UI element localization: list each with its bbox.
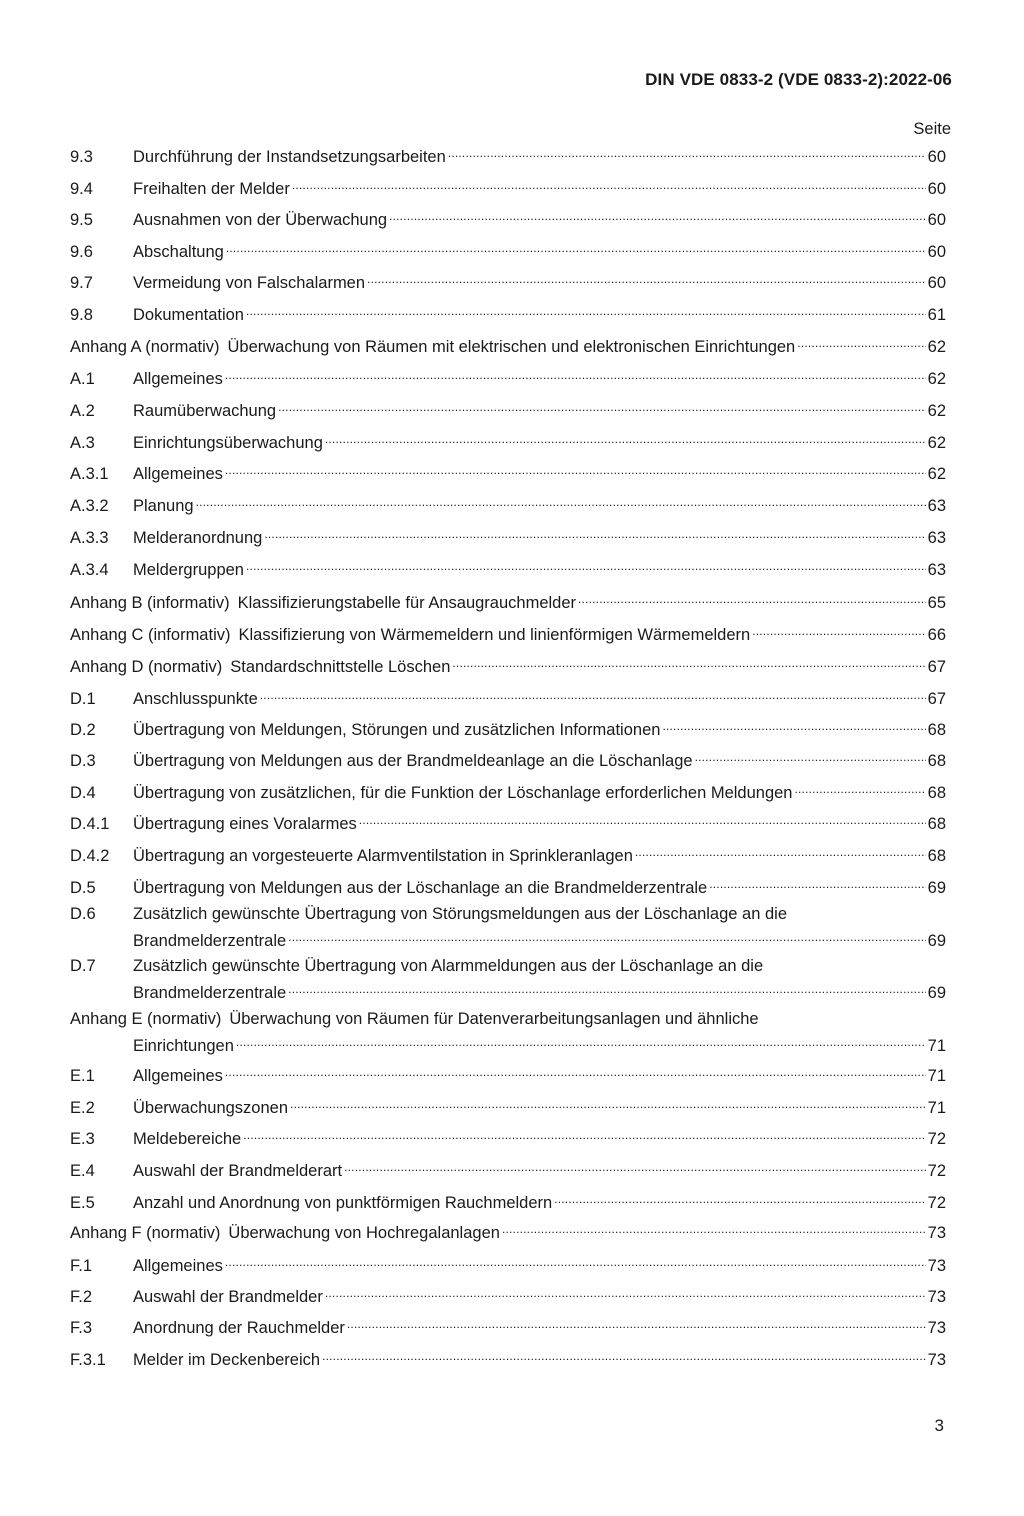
toc-entry-title-wrap bbox=[133, 714, 928, 741]
toc-entry-title-wrap bbox=[133, 840, 928, 867]
toc-entry-title: Übertragung an vorgesteuerte Alarmventilstation in Sprinkleranlagen bbox=[133, 847, 633, 865]
toc-entry-title: Zusätzlich gewünschte Übertragung von Alarmmeldungen aus der Löschanlage an die bbox=[133, 957, 764, 975]
dot-leader bbox=[236, 1030, 926, 1053]
toc-entry[interactable] bbox=[70, 1008, 946, 1057]
toc-entry[interactable] bbox=[70, 1155, 946, 1182]
toc-entry[interactable] bbox=[70, 619, 946, 646]
toc-entry-title-wrap bbox=[133, 299, 928, 326]
toc-entry[interactable] bbox=[70, 458, 946, 485]
toc-entry-page: 71 bbox=[927, 1037, 946, 1055]
toc-entry[interactable] bbox=[70, 236, 946, 263]
toc-entry[interactable] bbox=[70, 872, 946, 899]
toc-entry-title: Abschaltung bbox=[133, 243, 224, 261]
toc-entry-title-wrap bbox=[133, 173, 928, 200]
toc-entry-page: 62 bbox=[927, 338, 946, 356]
dot-leader bbox=[752, 619, 925, 642]
toc-entry-title-wrap bbox=[133, 872, 928, 899]
toc-entry-page: 68 bbox=[927, 815, 946, 833]
toc-entry-number: A.3.4 bbox=[70, 561, 109, 579]
toc-entry-page: 68 bbox=[927, 847, 946, 865]
toc-entry-number: E.5 bbox=[70, 1194, 95, 1212]
toc-entry-title: Auswahl der Brandmelder bbox=[133, 1288, 323, 1306]
toc-entry[interactable] bbox=[70, 777, 946, 804]
toc-entry-title: Einrichtungsüberwachung bbox=[133, 434, 323, 452]
toc-entry-page: 62 bbox=[927, 465, 946, 483]
toc-entry-title: Übertragung von Meldungen aus der Brandmeldeanlage an die Löschanlage bbox=[133, 752, 693, 770]
toc-entry-title-wrap bbox=[133, 522, 928, 549]
toc-entry-title: Überwachung von Hochregalanlagen bbox=[228, 1224, 500, 1242]
toc-entry-title-wrap bbox=[133, 236, 928, 263]
toc-entry-title-wrap bbox=[133, 1250, 928, 1277]
toc-entry-page: 69 bbox=[927, 932, 946, 950]
toc-entry-number: D.3 bbox=[70, 752, 96, 770]
toc-entry-title: Übertragung eines Voralarmes bbox=[133, 815, 357, 833]
toc-entry-number: E.2 bbox=[70, 1099, 95, 1117]
toc-entry-title-wrap bbox=[133, 1281, 928, 1308]
dot-leader bbox=[225, 1060, 926, 1083]
toc-entry-number: Anhang E (normativ) bbox=[70, 1010, 222, 1028]
toc-entry-page: 61 bbox=[927, 306, 946, 324]
toc-entry-title: Melderanordnung bbox=[133, 529, 263, 547]
toc-entry-title-wrap bbox=[228, 331, 928, 358]
toc-entry[interactable] bbox=[70, 903, 946, 952]
toc-entry-number: Anhang A (normativ) bbox=[70, 338, 220, 356]
toc-entry-title-wrap bbox=[133, 745, 928, 772]
toc-entry-title-wrap bbox=[133, 1344, 928, 1371]
toc-entry-title: Meldergruppen bbox=[133, 561, 244, 579]
toc-entry-number: 9.5 bbox=[70, 211, 93, 229]
dot-leader bbox=[344, 1155, 926, 1178]
toc-entry-title-wrap bbox=[238, 619, 927, 646]
dot-leader bbox=[448, 141, 926, 164]
toc-entry-title: Freihalten der Melder bbox=[133, 180, 290, 198]
toc-entry-title-wrap bbox=[133, 683, 928, 710]
toc-entry-number: Anhang F (normativ) bbox=[70, 1224, 221, 1242]
toc-entry-number: D.4 bbox=[70, 784, 96, 802]
toc-entry-page: 67 bbox=[927, 658, 946, 676]
toc-entry[interactable] bbox=[70, 651, 946, 678]
toc-entry-page: 71 bbox=[927, 1099, 946, 1117]
toc-entry-title: Übertragung von Meldungen aus der Löschanlage an die Brandmelderzentrale bbox=[133, 879, 708, 897]
toc-entry-page: 60 bbox=[927, 243, 946, 261]
toc-entry-page: 69 bbox=[927, 879, 946, 897]
toc-entry-number: D.6 bbox=[70, 905, 96, 923]
toc-entry-page: 73 bbox=[927, 1257, 946, 1275]
toc-entry-page: 66 bbox=[927, 626, 946, 644]
toc-entry-number: E.4 bbox=[70, 1162, 95, 1180]
toc-entry-page: 62 bbox=[927, 434, 946, 452]
page-number: 3 bbox=[934, 1416, 944, 1435]
toc-entry-page: 67 bbox=[927, 690, 946, 708]
toc-entry[interactable] bbox=[70, 808, 946, 835]
toc-entry-title-wrap bbox=[133, 808, 928, 835]
toc-entry-title-continued: Brandmelderzentrale bbox=[133, 932, 287, 950]
toc-entry[interactable] bbox=[70, 299, 946, 326]
toc-entry-title-wrap bbox=[133, 427, 928, 454]
dot-leader bbox=[264, 522, 925, 545]
toc-entry-number: 9.3 bbox=[70, 148, 93, 166]
dot-leader bbox=[325, 427, 926, 450]
toc-entry-page: 68 bbox=[927, 721, 946, 739]
toc-entry-title-wrap bbox=[228, 1217, 927, 1244]
page-column-label: Seite bbox=[913, 120, 951, 138]
toc-entry-title-wrap bbox=[133, 395, 928, 422]
toc-entry-title: Durchführung der Instandsetzungsarbeiten bbox=[133, 148, 446, 166]
toc-entry-page: 60 bbox=[927, 180, 946, 198]
toc-entry[interactable] bbox=[70, 745, 946, 772]
toc-entry-number: A.3.2 bbox=[70, 497, 109, 515]
dot-leader bbox=[695, 745, 926, 768]
toc-entry-page: 60 bbox=[927, 274, 946, 292]
toc-entry-title: Raumüberwachung bbox=[133, 402, 277, 420]
dot-leader bbox=[196, 490, 926, 513]
toc-entry-title: Überwachung von Räumen für Datenverarbeitungsanlagen und ähnliche bbox=[229, 1010, 759, 1028]
dot-leader bbox=[367, 267, 926, 290]
toc-entry-number: D.4.2 bbox=[70, 847, 110, 865]
dot-leader bbox=[225, 363, 926, 386]
toc-entry[interactable] bbox=[70, 554, 946, 581]
toc-entry-number: Anhang B (informativ) bbox=[70, 594, 230, 612]
toc-entry-line bbox=[70, 925, 946, 952]
toc-entry-title-wrap bbox=[133, 1030, 928, 1057]
toc-entry-line bbox=[70, 955, 946, 977]
toc-entry[interactable] bbox=[70, 714, 946, 741]
toc-entry-page: 63 bbox=[927, 497, 946, 515]
toc-entry-title: Allgemeines bbox=[133, 465, 223, 483]
toc-entry-number: D.4.1 bbox=[70, 815, 110, 833]
toc-entry[interactable] bbox=[70, 204, 946, 231]
toc-entry-title: Allgemeines bbox=[133, 370, 223, 388]
dot-leader bbox=[635, 840, 926, 863]
document-header: DIN VDE 0833-2 (VDE 0833-2):2022-06 bbox=[645, 70, 952, 89]
toc-entry-title-wrap bbox=[133, 554, 928, 581]
dot-leader bbox=[578, 587, 926, 610]
dot-leader bbox=[389, 204, 926, 227]
toc-entry-page: 73 bbox=[927, 1351, 946, 1369]
toc-entry[interactable] bbox=[70, 1092, 946, 1119]
toc-entry-title-wrap bbox=[238, 587, 928, 614]
toc-entry-title: Vermeidung von Falschalarmen bbox=[133, 274, 366, 292]
toc-entry-title-wrap bbox=[133, 267, 928, 294]
toc-entry-page: 63 bbox=[927, 561, 946, 579]
toc-entry-title: Klassifizierung von Wärmemeldern und linienförmigen Wärmemeldern bbox=[238, 626, 751, 644]
toc-entry-title: Auswahl der Brandmelderart bbox=[133, 1162, 343, 1180]
toc-entry-page: 73 bbox=[927, 1288, 946, 1306]
toc-entry-title: Übertragung von Meldungen, Störungen und zusätzlichen Informationen bbox=[133, 721, 661, 739]
toc-entry[interactable] bbox=[70, 1123, 946, 1150]
toc-entry-number: A.2 bbox=[70, 402, 95, 420]
dot-leader bbox=[225, 458, 926, 481]
toc-entry-title: Allgemeines bbox=[133, 1257, 223, 1275]
toc-entry-title-wrap bbox=[133, 925, 928, 952]
toc-entry-line bbox=[70, 903, 946, 925]
toc-entry-number: E.1 bbox=[70, 1067, 95, 1085]
toc-entry-title: Überwachung von Räumen mit elektrischen und elektronischen Einrichtungen bbox=[227, 338, 796, 356]
toc-entry[interactable] bbox=[70, 173, 946, 200]
toc-entry-title-wrap bbox=[133, 1060, 928, 1087]
toc-entry-number: E.3 bbox=[70, 1130, 95, 1148]
toc-entry[interactable] bbox=[70, 1060, 946, 1087]
toc-entry-page: 71 bbox=[927, 1067, 946, 1085]
toc-entry-page: 68 bbox=[927, 752, 946, 770]
toc-entry-title-wrap bbox=[133, 141, 928, 168]
toc-entry-title: Allgemeines bbox=[133, 1067, 223, 1085]
dot-leader bbox=[502, 1217, 926, 1240]
toc-entry[interactable] bbox=[70, 522, 946, 549]
toc-entry-page: 69 bbox=[927, 984, 946, 1002]
toc-entry-title-wrap bbox=[133, 1155, 928, 1182]
toc-entry[interactable] bbox=[70, 1312, 946, 1339]
toc-entry-title-continued: Brandmelderzentrale bbox=[133, 984, 287, 1002]
toc-entry-title-wrap bbox=[133, 204, 928, 231]
toc-entry[interactable] bbox=[70, 587, 946, 614]
toc-entry[interactable] bbox=[70, 1187, 946, 1214]
toc-entry-page: 72 bbox=[927, 1130, 946, 1148]
dot-leader bbox=[794, 777, 925, 800]
dot-leader bbox=[225, 1250, 926, 1273]
toc-entry[interactable] bbox=[70, 1217, 946, 1244]
toc-entry-number: A.1 bbox=[70, 370, 95, 388]
dot-leader bbox=[243, 1123, 925, 1146]
toc-entry-number: F.1 bbox=[70, 1257, 93, 1275]
toc-entry-page: 60 bbox=[927, 211, 946, 229]
toc-entry-title: Ausnahmen von der Überwachung bbox=[133, 211, 388, 229]
toc-entry-number: A.3.1 bbox=[70, 465, 109, 483]
toc-entry-title: Anzahl und Anordnung von punktförmigen Rauchmeldern bbox=[133, 1194, 553, 1212]
toc-entry[interactable] bbox=[70, 683, 946, 710]
toc-entry-title-wrap bbox=[133, 1123, 928, 1150]
toc-entry-number: D.5 bbox=[70, 879, 96, 897]
toc-entry-number: 9.7 bbox=[70, 274, 93, 292]
toc-entry-number: D.7 bbox=[70, 957, 96, 975]
toc-entry-title: Zusätzlich gewünschte Übertragung von Störungsmeldungen aus der Löschanlage an die bbox=[133, 905, 788, 923]
toc-entry-title-wrap bbox=[133, 458, 928, 485]
toc-entry[interactable] bbox=[70, 1344, 946, 1371]
toc-entry[interactable] bbox=[70, 840, 946, 867]
toc-entry-line bbox=[70, 1030, 946, 1057]
toc-entry-number: Anhang C (informativ) bbox=[70, 626, 231, 644]
toc-entry-page: 73 bbox=[927, 1224, 946, 1242]
toc-entry-number: D.2 bbox=[70, 721, 96, 739]
toc-entry[interactable] bbox=[70, 141, 946, 168]
toc-entry-number: A.3.3 bbox=[70, 529, 109, 547]
toc-entry-title-wrap bbox=[230, 651, 927, 678]
toc-entry-number: A.3 bbox=[70, 434, 95, 452]
toc-entry-title-wrap bbox=[133, 777, 928, 804]
dot-leader bbox=[452, 651, 925, 674]
toc-entry-page: 65 bbox=[927, 594, 946, 612]
dot-leader bbox=[359, 808, 926, 831]
toc-entry-title: Melder im Deckenbereich bbox=[133, 1351, 321, 1369]
toc-entry-number: D.1 bbox=[70, 690, 96, 708]
dot-leader bbox=[797, 331, 925, 354]
toc-entry-title: Anschlusspunkte bbox=[133, 690, 258, 708]
toc-entry-line bbox=[70, 1008, 946, 1030]
toc-entry-title: Standardschnittstelle Löschen bbox=[230, 658, 451, 676]
dot-leader bbox=[288, 925, 925, 948]
toc-entry-page: 73 bbox=[927, 1319, 946, 1337]
toc-entry-title: Überwachungszonen bbox=[133, 1099, 289, 1117]
toc-entry-number: 9.4 bbox=[70, 180, 93, 198]
toc-entry-title: Planung bbox=[133, 497, 194, 515]
toc-entry-number: 9.8 bbox=[70, 306, 93, 324]
dot-leader bbox=[288, 977, 925, 1000]
toc-entry-line bbox=[70, 977, 946, 1004]
toc-entry[interactable] bbox=[70, 363, 946, 390]
dot-leader bbox=[290, 1092, 926, 1115]
toc-entry-title-wrap bbox=[133, 1312, 928, 1339]
dot-leader bbox=[260, 683, 926, 706]
toc-entry[interactable] bbox=[70, 955, 946, 1004]
toc-entry[interactable] bbox=[70, 331, 946, 358]
toc-entry-title: Anordnung der Rauchmelder bbox=[133, 1319, 345, 1337]
dot-leader bbox=[709, 872, 925, 895]
toc-entry-page: 62 bbox=[927, 370, 946, 388]
dot-leader bbox=[278, 395, 926, 418]
dot-leader bbox=[246, 299, 926, 322]
toc-entry-title: Übertragung von zusätzlichen, für die Funktion der Löschanlage erforderlichen Meldungen bbox=[133, 784, 793, 802]
toc-entry[interactable] bbox=[70, 427, 946, 454]
toc-entry-title-wrap bbox=[133, 1187, 928, 1214]
toc-entry-title-wrap bbox=[133, 1092, 928, 1119]
toc-entry-page: 68 bbox=[927, 784, 946, 802]
toc-entry-page: 72 bbox=[927, 1194, 946, 1212]
toc-entry[interactable] bbox=[70, 395, 946, 422]
dot-leader bbox=[662, 714, 925, 737]
toc-entry-number: F.2 bbox=[70, 1288, 93, 1306]
toc-entry-title: Klassifizierungstabelle für Ansaugrauchmelder bbox=[237, 594, 577, 612]
toc-entry[interactable] bbox=[70, 1281, 946, 1308]
toc-entry-number: 9.6 bbox=[70, 243, 93, 261]
toc-entry-page: 60 bbox=[927, 148, 946, 166]
toc-entry-title-wrap bbox=[133, 363, 928, 390]
toc-entry[interactable] bbox=[70, 1250, 946, 1277]
toc-entry-title-wrap bbox=[133, 490, 928, 517]
toc-entry-page: 63 bbox=[927, 529, 946, 547]
dot-leader bbox=[322, 1344, 926, 1367]
dot-leader bbox=[325, 1281, 926, 1304]
toc-entry-title: Meldebereiche bbox=[133, 1130, 242, 1148]
dot-leader bbox=[246, 554, 926, 577]
dot-leader bbox=[554, 1187, 925, 1210]
dot-leader bbox=[347, 1312, 926, 1335]
toc-entry-number: Anhang D (normativ) bbox=[70, 658, 223, 676]
toc-entry[interactable] bbox=[70, 490, 946, 517]
toc-entry-number: F.3.1 bbox=[70, 1351, 106, 1369]
dot-leader bbox=[292, 173, 926, 196]
toc-entry-title-wrap bbox=[133, 977, 928, 1004]
dot-leader bbox=[226, 236, 926, 259]
toc-entry-title-continued: Einrichtungen bbox=[133, 1037, 234, 1055]
toc-entry-number: F.3 bbox=[70, 1319, 93, 1337]
toc-entry-title: Dokumentation bbox=[133, 306, 244, 324]
toc-entry-page: 62 bbox=[927, 402, 946, 420]
toc-entry-page: 72 bbox=[927, 1162, 946, 1180]
toc-entry[interactable] bbox=[70, 267, 946, 294]
